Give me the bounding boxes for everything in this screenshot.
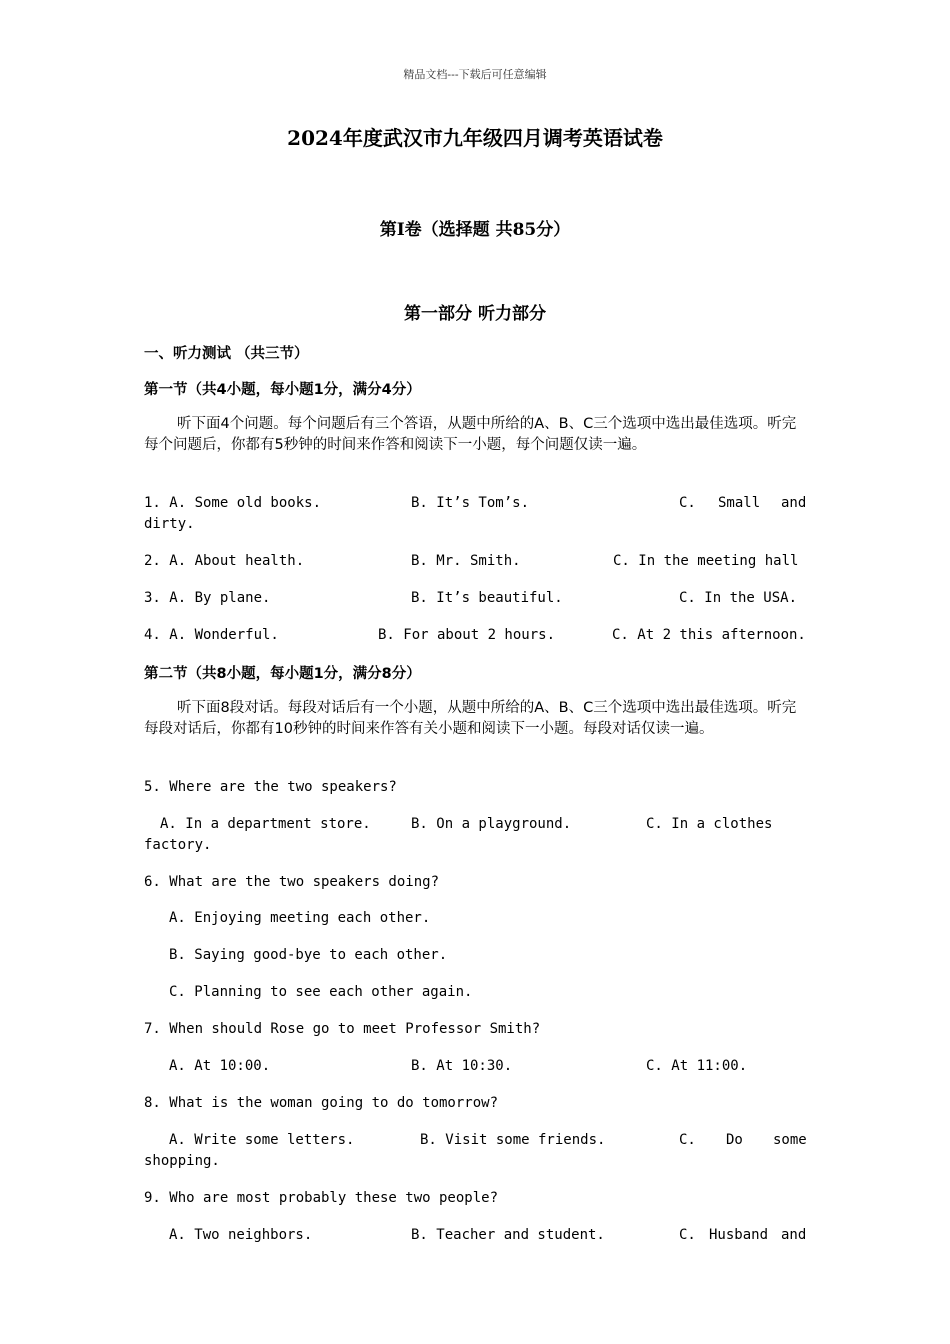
q4-option-b: B. For about 2 hours. [378,627,556,643]
q4-option-c: C. At 2 this afternoon. [612,627,806,643]
q1-option-b: B. It’s Tom’s. [411,495,530,511]
q1-option-c-word2: and [781,495,807,511]
q8-option-c-continued: shopping. [144,1153,220,1169]
section-heading-listening: 一、听力测试 （共三节） [144,346,309,362]
q9-option-c-label: C. [679,1227,696,1243]
page-header: 精品文档---下载后可任意编辑 [403,68,547,81]
q1-option-c-label: C. [679,495,696,511]
subsection-heading-1: 第一节（共4小题，每小题1分，满分4分） [144,382,421,398]
q1-option-c-word1: Small [718,495,761,511]
q5-option-b: B. On a playground. [411,816,572,832]
q9-stem: 9. Who are most probably these two people? [144,1190,499,1206]
q7-option-b: B. At 10:30. [411,1058,513,1074]
volume-subtitle: 第I卷（选择题 共85分） [379,220,571,240]
q2-option-b: B. Mr. Smith. [411,553,521,569]
q8-stem: 8. What is the woman going to do tomorrow? [144,1095,499,1111]
q2-option-c: C. In the meeting hall [613,553,799,569]
q5-stem: 5. Where are the two speakers? [144,779,397,795]
q3-option-b: B. It’s beautiful. [411,590,563,606]
q9-option-b: B. Teacher and student. [411,1227,605,1243]
q3-option-a: 3. A. By plane. [144,590,271,606]
q6-option-c: C. Planning to see each other again. [169,984,473,1000]
q6-stem: 6. What are the two speakers doing? [144,874,440,890]
q8-option-c-word2: some [773,1132,807,1148]
q8-option-a: A. Write some letters. [169,1132,355,1148]
q2-option-a: 2. A. About health. [144,553,305,569]
q8-option-c-label: C. [679,1132,696,1148]
q8-option-b: B. Visit some friends. [420,1132,606,1148]
q9-option-c-word1: Husband [709,1227,769,1243]
q5-option-c-continued: factory. [144,837,212,853]
q5-option-a: A. In a department store. [160,816,371,832]
part-title: 第一部分 听力部分 [404,304,546,324]
subsection-1-instruction: 听下面4个问题。每个问题后有三个答语，从题中所给的A、B、C三个选项中选出最佳选项。听完每个问题后，你都有5秒钟的时间来作答和阅读下一小题，每个问题仅读一遍。 [144,416,797,453]
exam-title: 2024年度武汉市九年级四月调考英语试卷 [287,126,663,150]
q7-option-a: A. At 10:00. [169,1058,271,1074]
subsection-heading-2: 第二节（共8小题，每小题1分，满分8分） [144,666,421,682]
q9-option-a: A. Two neighbors. [169,1227,313,1243]
q3-option-c: C. In the USA. [679,590,798,606]
q9-option-c-word2: and [781,1227,807,1243]
q6-option-b: B. Saying good-bye to each other. [169,947,448,963]
q7-stem: 7. When should Rose go to meet Professor Smith? [144,1021,541,1037]
q8-option-c-word1: Do [726,1132,743,1148]
q7-option-c: C. At 11:00. [646,1058,748,1074]
q1-option-c-continued: dirty. [144,516,195,532]
q6-option-a: A. Enjoying meeting each other. [169,910,431,926]
q5-option-c: C. In a clothes [646,816,773,832]
q1-option-a: 1. A. Some old books. [144,495,322,511]
q4-option-a: 4. A. Wonderful. [144,627,279,643]
subsection-2-instruction: 听下面8段对话。每段对话后有一个小题，从题中所给的A、B、C三个选项中选出最佳选项。听完每段对话后，你都有10秒钟的时间来作答有关小题和阅读下一小题。每段对话仅读一遍。 [144,700,797,737]
